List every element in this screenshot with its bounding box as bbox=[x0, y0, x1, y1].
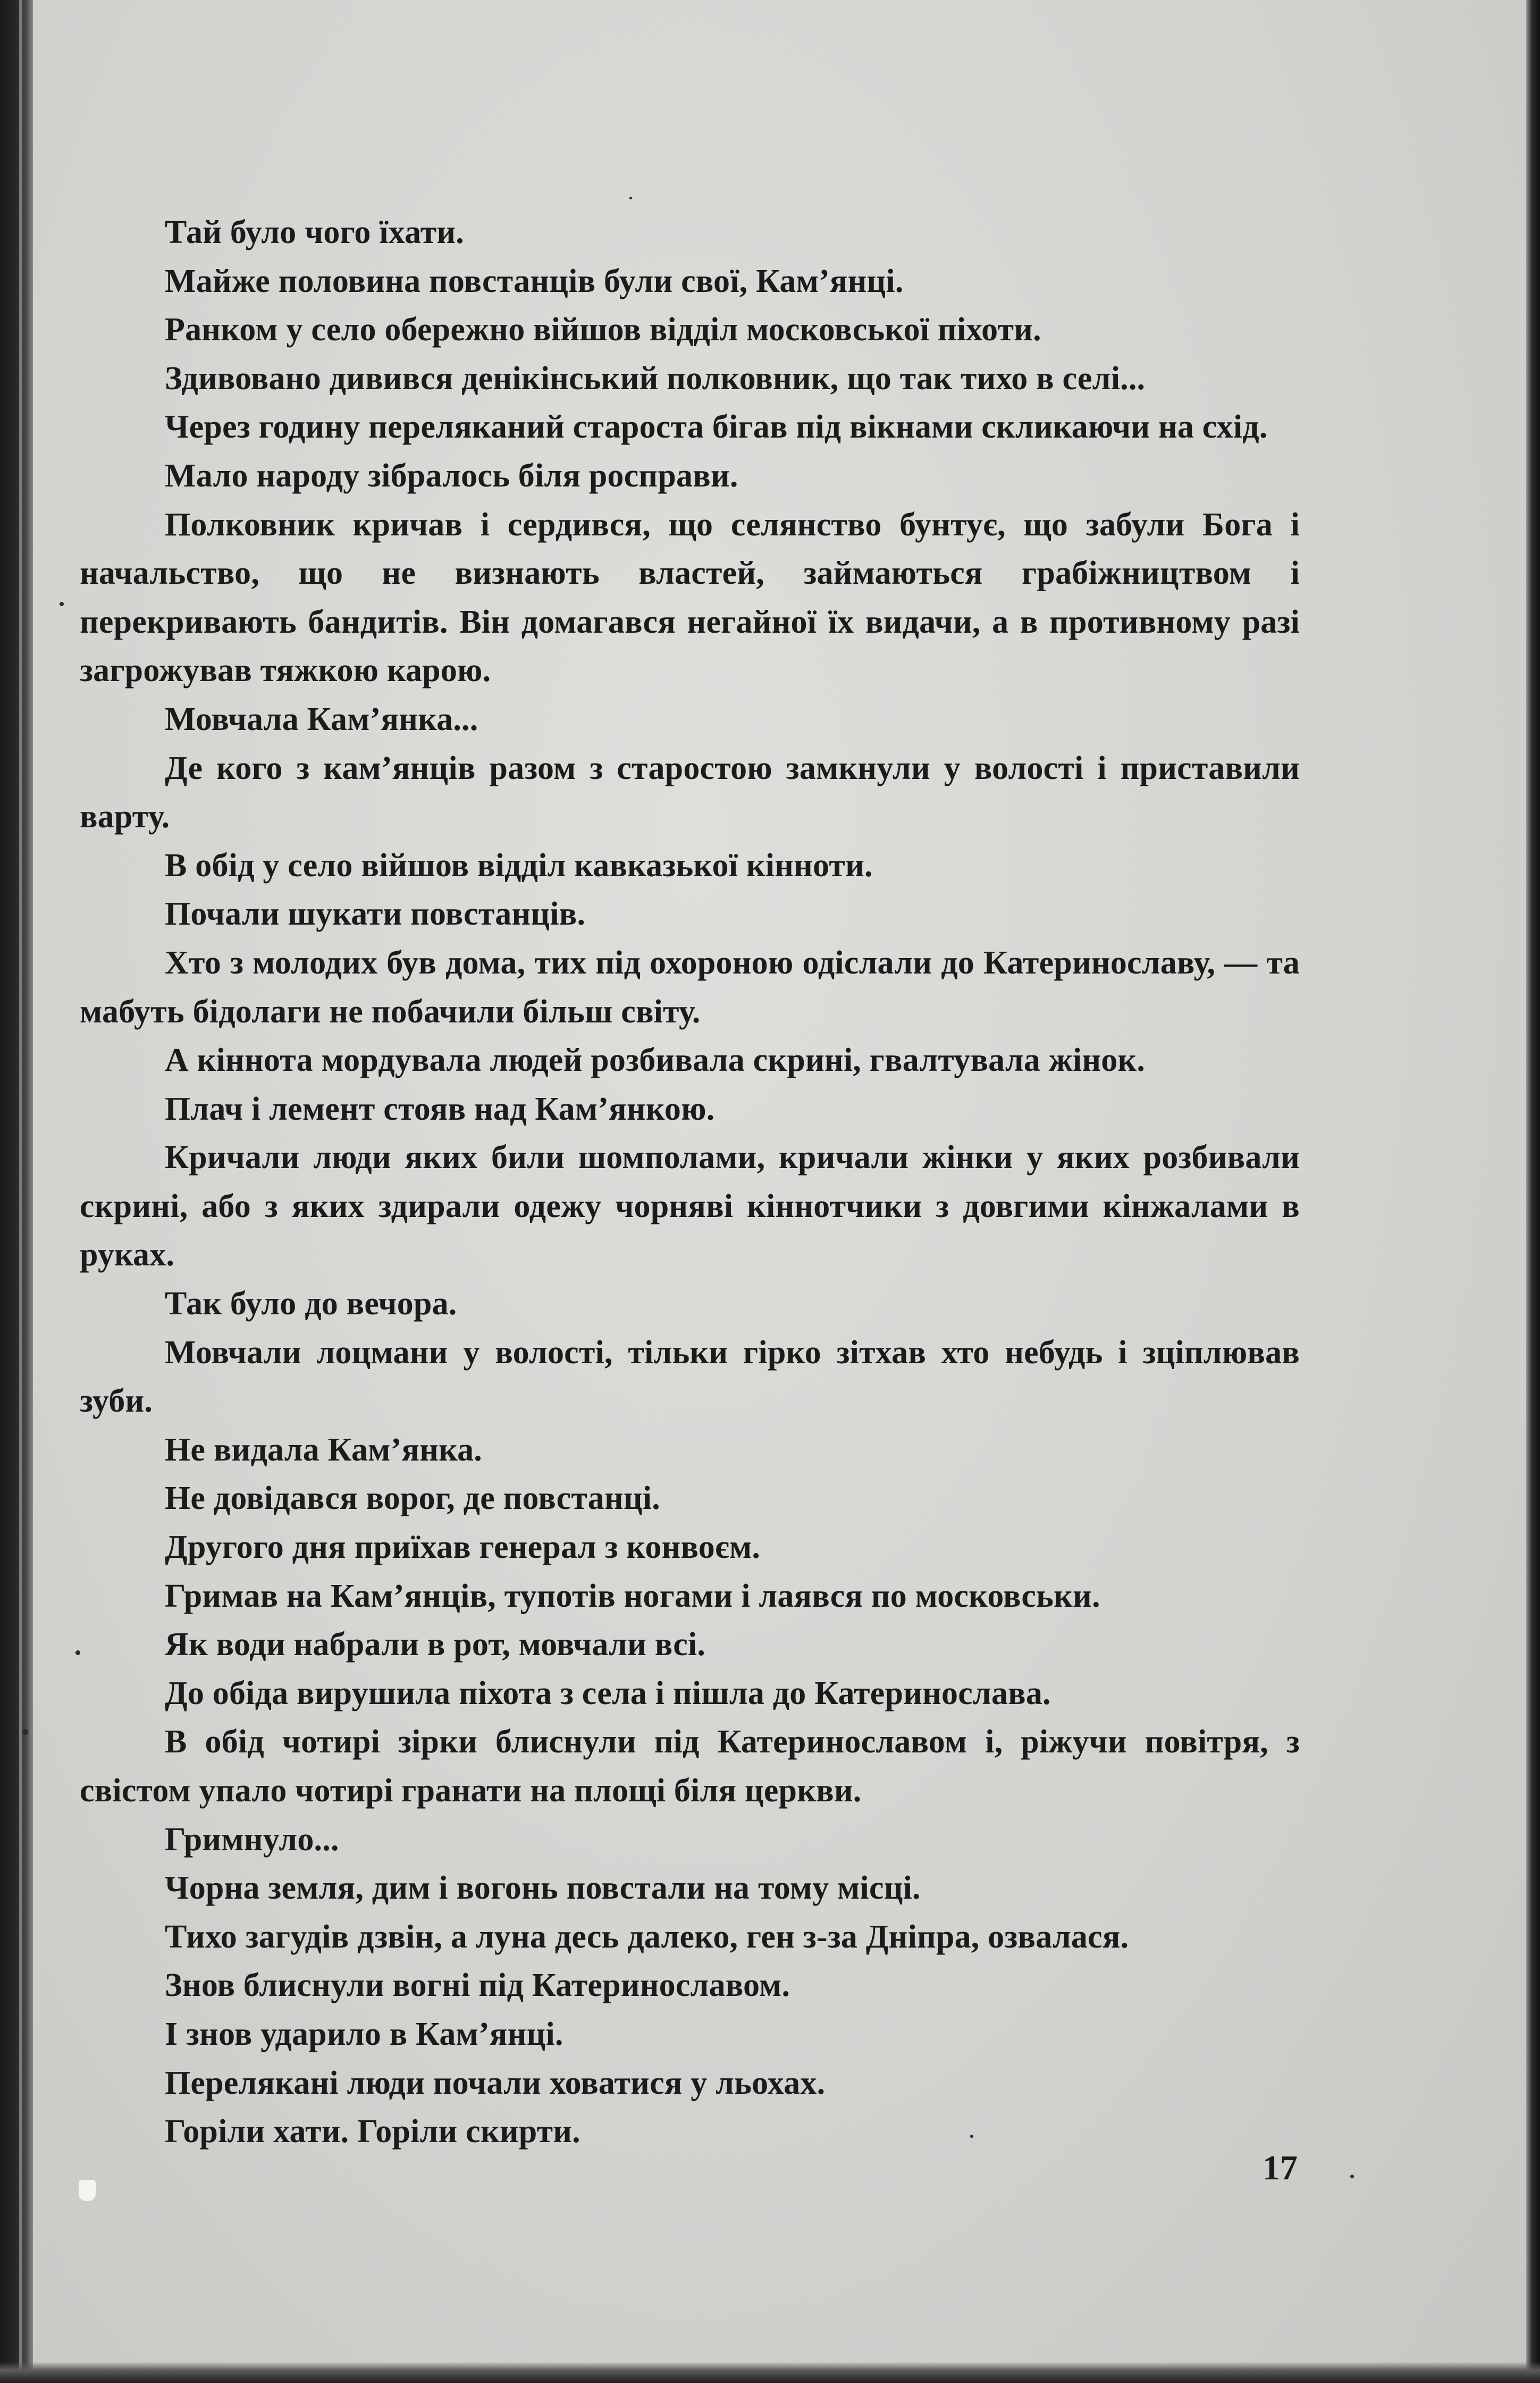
paragraph: До обіда вирушила піхота з села і пішла до Катеринослава. bbox=[165, 1675, 1051, 1711]
paragraph: В обід чотирі зірки блиснули під Катеринославом і, ріжучи повітря, з свістом упало чотирі гранати на площі біля церкви. bbox=[80, 1724, 1300, 1809]
ink-speck bbox=[970, 2135, 973, 2138]
ink-speck bbox=[1350, 2175, 1354, 2178]
paragraph: Ранком у село обережно війшов відділ московської піхоти. bbox=[165, 312, 1041, 348]
page-bottom-edge bbox=[0, 2362, 1540, 2383]
paragraph: Тихо загудів дзвін, а луна десь далеко, ген з-за Дніпра, озвалася. bbox=[165, 1918, 1129, 1955]
page-right-edge bbox=[1526, 0, 1540, 2383]
body-text bbox=[80, 208, 1300, 2157]
paper-blemish bbox=[79, 2180, 96, 2201]
paragraph: І знов ударило в Кам’янці. bbox=[165, 2016, 563, 2052]
paragraph: Гримнуло... bbox=[165, 1821, 339, 1858]
paragraph: Через годину переляканий староста бігав під вікнами скликаючи на схід. bbox=[165, 409, 1268, 446]
paragraph: Горіли хати. Горіли скирти. bbox=[165, 2113, 580, 2150]
ink-speck bbox=[60, 602, 64, 606]
paragraph: Як води набрали в рот, мовчали всі. bbox=[165, 1626, 706, 1663]
paragraph: Другого дня приїхав генерал з конвоєм. bbox=[165, 1529, 761, 1566]
paragraph: Так було до вечора. bbox=[165, 1286, 457, 1322]
ink-speck bbox=[75, 1650, 80, 1655]
binding-edge bbox=[0, 0, 33, 2383]
paragraph: В обід у село війшов відділ кавказької кінноти. bbox=[165, 847, 873, 884]
paragraph: Не видала Кам’янка. bbox=[165, 1431, 483, 1468]
paragraph: Гримав на Кам’янців, тупотів ногами і лаявся по московськи. bbox=[165, 1578, 1100, 1614]
paragraph: Чорна земля, дим і вогонь повстали на тому місці. bbox=[165, 1870, 921, 1907]
ink-speck bbox=[22, 1729, 28, 1735]
ink-speck bbox=[629, 197, 632, 199]
paragraph: Плач і лемент стояв над Кам’янкою. bbox=[165, 1090, 715, 1127]
paragraph: Де кого з кам’янців разом з старостою замкнули у волості і приставили варту. bbox=[80, 750, 1300, 835]
paragraph: Хто з молодих був дома, тих під охороною одіслали до Катеринославу, — та мабуть бідолаги не побачили більш світу. bbox=[80, 944, 1300, 1030]
paragraph: Здивовано дивився денікінський полковник, що так тихо в селі... bbox=[165, 360, 1146, 397]
page-number: 17 bbox=[1263, 2149, 1298, 2187]
paragraph: Кричали люди яких били шомполами, кричали жінки у яких розбивали скрині, або з яких здирали одежу чорняві кіннотчики з довгими кінжалами в руках. bbox=[80, 1139, 1300, 1273]
paragraph: Тай було чого їхати. bbox=[165, 214, 464, 250]
paragraph: Знов блиснули вогні під Катеринославом. bbox=[165, 1967, 790, 2004]
paragraph: Мало народу зібралось біля росправи. bbox=[165, 457, 738, 494]
paragraph: Мовчала Кам’янка... bbox=[165, 701, 478, 737]
paragraph: А кіннота мордувала людей розбивала скрині, гвалтувала жінок. bbox=[165, 1042, 1146, 1079]
paragraph: Не довідався ворог, де повстанці. bbox=[165, 1480, 660, 1517]
paragraph: Мовчали лоцмани у волості, тільки гірко зітхав хто небудь і зціплював зуби. bbox=[80, 1334, 1300, 1420]
paragraph: Майже половина повстанців були свої, Кам’янці. bbox=[165, 263, 904, 299]
paragraph: Перелякані люди почали ховатися у льохах. bbox=[165, 2065, 826, 2101]
paragraph: Почали шукати повстанців. bbox=[165, 896, 586, 933]
paragraph: Полковник кричав і сердився, що селянство бунтує, що забули Бога і начальство, що не визнають властей, займаються грабіжництвом і перекривають бандитів. Він домагався негайної їх видачи, а в противному разі загрожував тяжкою карою. bbox=[80, 506, 1300, 689]
binding-gap bbox=[19, 0, 22, 2383]
